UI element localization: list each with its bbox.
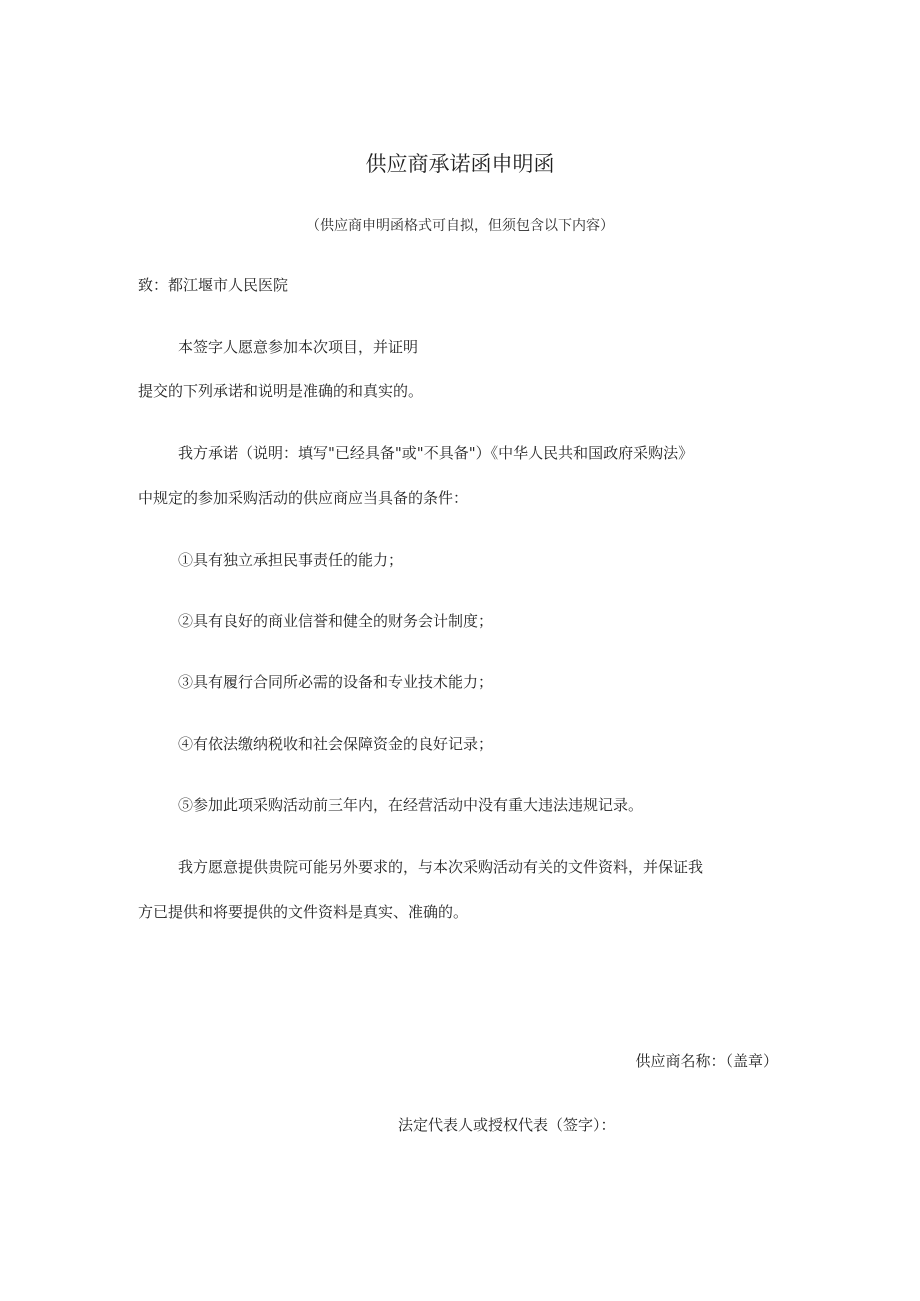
paragraph-3-line-2: 方已提供和将要提供的文件资料是真实、准确的。 bbox=[138, 903, 469, 921]
condition-item: ①具有独立承担民事责任的能力； bbox=[178, 551, 404, 569]
condition-item: ②具有良好的商业信誉和健全的财务会计制度； bbox=[178, 612, 494, 630]
document-subtitle: （供应商申明函格式可自拟，但须包含以下内容） bbox=[306, 218, 614, 234]
legal-representative-label: 法定代表人或授权代表（签字）： bbox=[398, 1116, 616, 1134]
paragraph-1-line-1: 本签字人愿意参加本次项目，并证明 bbox=[178, 338, 419, 356]
condition-item: ④有依法缴纳税收和社会保障资金的良好记录； bbox=[178, 735, 494, 753]
document-title: 供应商承诺函申明函 bbox=[365, 152, 555, 176]
paragraph-2-line-2: 中规定的参加采购活动的供应商应当具备的条件： bbox=[138, 489, 469, 507]
paragraph-1-line-2: 提交的下列承诺和说明是准确的和真实的。 bbox=[138, 382, 424, 400]
paragraph-2-line-1: 我方承诺（说明：填写"已经具备"或"不具备"）《中华人民共和国政府采购法》 bbox=[178, 444, 694, 462]
recipient-line: 致：都江堰市人民医院 bbox=[138, 276, 289, 294]
supplier-name-label: 供应商名称：（盖章） bbox=[635, 1052, 778, 1070]
condition-item: ⑤参加此项采购活动前三年内，在经营活动中没有重大违法违规记录。 bbox=[178, 796, 644, 814]
condition-item: ③具有履行合同所必需的设备和专业技术能力； bbox=[178, 673, 494, 691]
paragraph-3-line-1: 我方愿意提供贵院可能另外要求的，与本次采购活动有关的文件资料，并保证我 bbox=[178, 858, 704, 876]
